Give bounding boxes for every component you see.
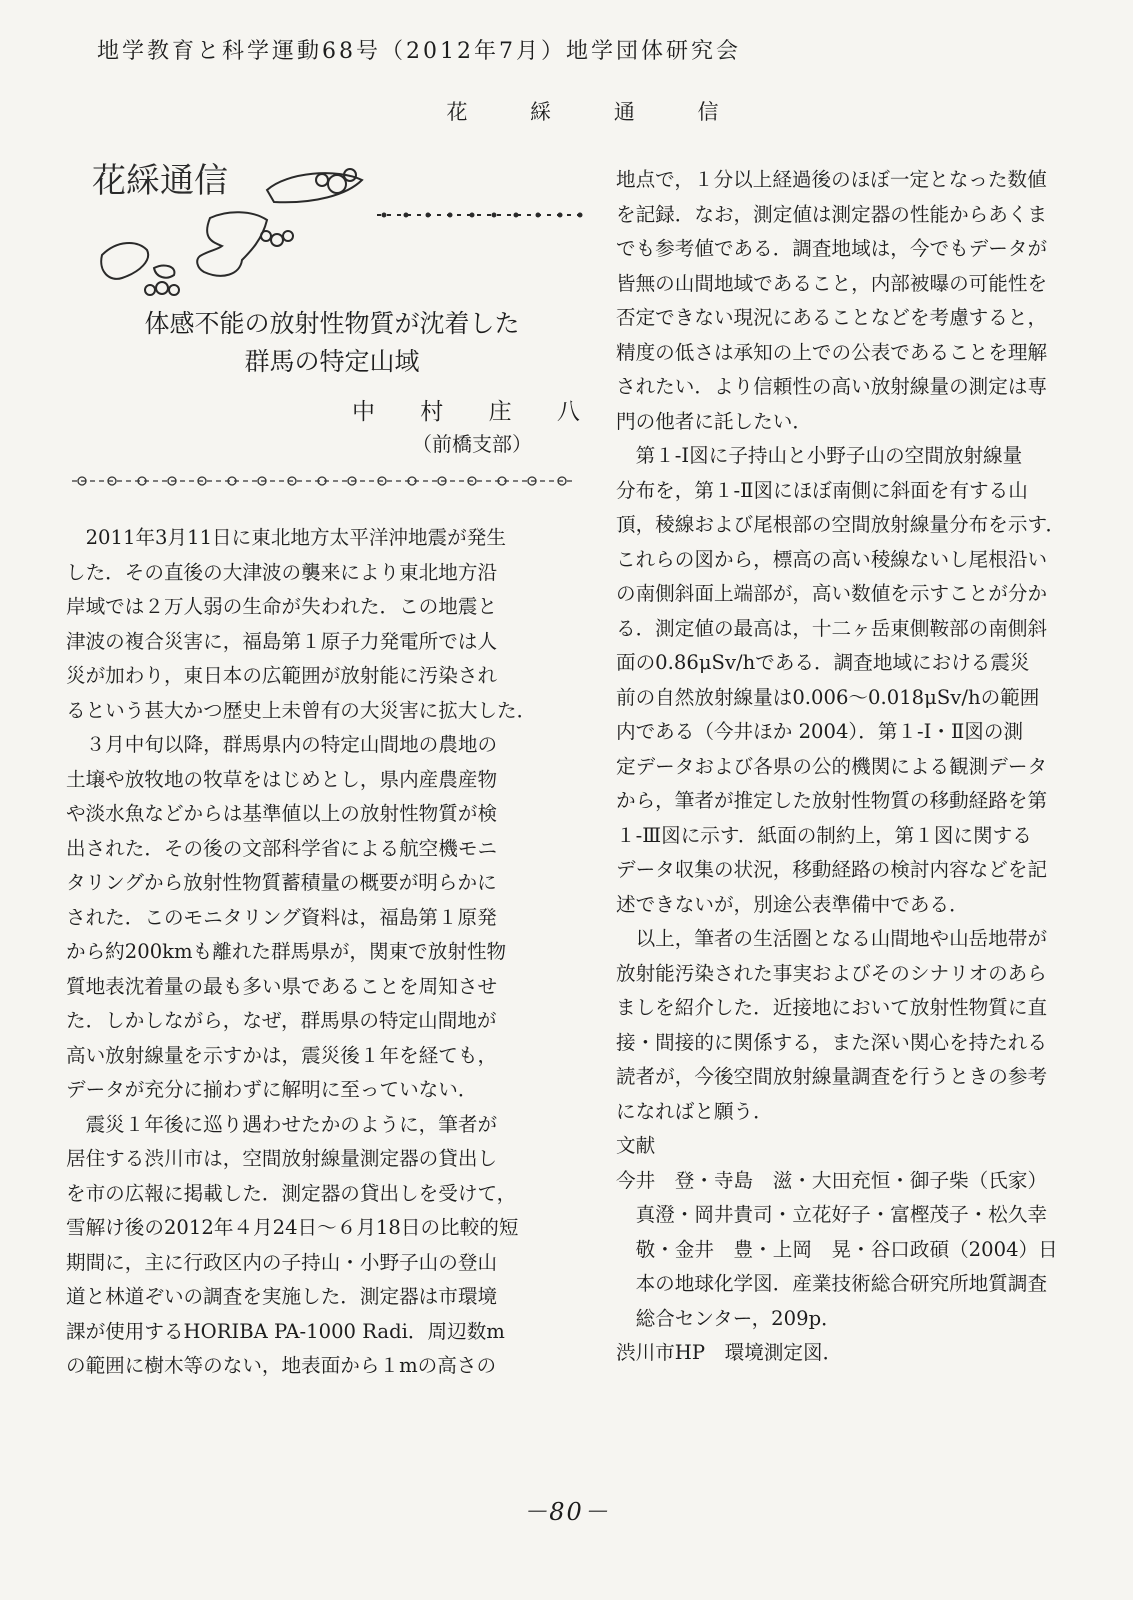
text-line: 課が使用するHORIBA PA-1000 Radi．周辺数m — [66, 1319, 505, 1343]
text-line: 震災１年後に巡り遇わせたかのように，筆者が — [66, 1112, 498, 1136]
text-line: を市の広報に掲載した．測定器の貸出しを受けて， — [66, 1181, 517, 1205]
text-line: の範囲に樹木等のない，地表面から１mの高さの — [66, 1354, 497, 1377]
text-line: タリングから放射性物質蓄積量の概要が明らかに — [66, 871, 497, 894]
text-line: の南側斜面上端部が，高い数値を示すことが分か — [616, 582, 1048, 605]
references-heading: 文献 — [616, 1134, 656, 1157]
text-line: から，筆者が推定した放射性物質の移動経路を第 — [616, 789, 1048, 812]
body-column-left — [66, 521, 578, 1384]
reference-line: 本の地球化学図．産業技術総合研究所地質調査 — [616, 1272, 1048, 1295]
text-line: 読者が，今後空間放射線量調査を行うときの参考 — [616, 1065, 1048, 1088]
text-line: るという甚大かつ歴史上未曾有の大災害に拡大した． — [66, 698, 537, 722]
text-line: 内である（今井ほか 2004）．第１-Ⅰ・Ⅱ図の測 — [616, 720, 1024, 743]
text-line: 居住する渋川市は，空間放射線量測定器の貸出し — [66, 1147, 498, 1170]
reference-line: 今井 登・寺島 滋・大田充恒・御子柴（氏家） — [616, 1168, 1048, 1192]
text-line: る．測定値の最高は，十二ヶ岳東側鞍部の南側斜 — [616, 616, 1048, 640]
text-line: でも参考値である．調査地域は，今でもデータが — [616, 237, 1048, 260]
text-line: した．その直後の大津波の襲来により東北地方沿 — [66, 560, 498, 584]
text-line: を記録．なお，測定値は測定器の性能からあくま — [616, 202, 1048, 226]
body-column-right — [616, 163, 1133, 1371]
reference-line: 敬・金井 豊・上岡 晃・谷口政碩（2004）日 — [616, 1237, 1058, 1261]
article-title — [72, 305, 592, 381]
logo-text: 花綵通信 — [92, 161, 228, 201]
text-line: 門の他者に託したい． — [616, 409, 812, 433]
text-line: 災が加わり，東日本の広範囲が放射能に汚染され — [66, 664, 498, 687]
text-line: 出された．その後の文部科学省による航空機モニ — [66, 836, 498, 860]
text-line: になればと願う． — [616, 1099, 773, 1123]
text-line: 地点で，１分以上経過後のほぼ一定となった数値 — [616, 168, 1047, 191]
text-line: 否定できない現況にあることなどを考慮すると， — [616, 306, 1048, 329]
text-line: 第１-Ⅰ図に子持山と小野子山の空間放射線量 — [616, 444, 1023, 467]
text-line: 頂，稜線および尾根部の空間放射線量分布を示す． — [616, 513, 1066, 536]
text-line: これらの図から，標高の高い稜線ないし尾根沿い — [616, 547, 1048, 571]
text-line: 接・間接的に関係する，また深い関心を持たれる — [616, 1030, 1048, 1054]
text-line: ３月中旬以降，群馬県内の特定山間地の農地の — [66, 733, 498, 756]
journal-header: 地学教育と科学運動68号（2012年7月）地学団体研究会 — [97, 39, 741, 64]
section-title: 花 綵 通 信 — [446, 100, 747, 124]
text-line: た．しかしながら，なぜ，群馬県の特定山間地が — [66, 1009, 497, 1032]
text-line: 放射能汚染された事実およびそのシナリオのあら — [616, 961, 1047, 985]
text-line: 定データおよび各県の公的機関による観測データ — [616, 754, 1048, 778]
text-line: 述できないが，別途公表準備中である． — [616, 892, 969, 916]
text-line: 道と林道ぞいの調査を実施した．測定器は市環境 — [66, 1285, 498, 1308]
author-name: 中 村 庄 八 — [352, 399, 599, 425]
text-line: された．このモニタリング資料は，福島第１原発 — [66, 905, 497, 929]
text-line: 前の自然放射線量は0.006～0.018μSv/hの範囲 — [616, 685, 1040, 709]
text-line: 分布を，第１-Ⅱ図にほぼ南側に斜面を有する山 — [616, 478, 1028, 502]
text-line: ましを紹介した．近接地において放射性物質に直 — [616, 996, 1048, 1019]
text-line: データが充分に揃わずに解明に至っていない． — [66, 1078, 478, 1101]
page-number: －80－ — [523, 1498, 610, 1526]
text-line: 以上，筆者の生活圏となる山間地や山岳地帯が — [616, 927, 1048, 950]
reference-line: 渋川市HP 環境測定図． — [616, 1341, 843, 1364]
reference-line: 真澄・岡井貴司・立花好子・富樫茂子・松久幸 — [616, 1203, 1048, 1226]
title-line-1: 体感不能の放射性物質が沈着した — [144, 309, 520, 338]
text-line: 雪解け後の2012年４月24日～６月18日の比較的短 — [66, 1216, 519, 1239]
kasai-tsushin-logo — [92, 160, 682, 310]
reference-line: 総合センター，209p． — [616, 1306, 841, 1330]
text-line: から約200kmも離れた群馬県が，関東で放射性物 — [66, 940, 507, 963]
text-line: されたい．より信頼性の高い放射線量の測定は専 — [616, 375, 1048, 398]
text-line: データ収集の状況，移動経路の検討内容などを記 — [616, 858, 1048, 881]
text-line: や淡水魚などからは基準値以上の放射性物質が検 — [66, 802, 498, 825]
text-line: 岸域では２万人弱の生命が失われた．この地震と — [66, 595, 498, 618]
text-line: 皆無の山間地域であること，内部被曝の可能性を — [616, 271, 1048, 295]
author-affiliation: （前橋支部） — [412, 432, 532, 456]
text-line: 高い放射線量を示すかは，震災後１年を経ても， — [66, 1043, 498, 1067]
ornament-divider — [72, 474, 572, 488]
text-line: 面の0.86μSv/hである．調査地域における震災 — [616, 651, 1030, 674]
text-line: 津波の複合災害に，福島第１原子力発電所では人 — [66, 629, 498, 653]
text-line: 期間に，主に行政区内の子持山・小野子山の登山 — [66, 1250, 498, 1274]
text-line: 質地表沈着量の最も多い県であることを周知させ — [66, 974, 498, 998]
text-line: 精度の低さは承知の上での公表であることを理解 — [616, 340, 1048, 364]
text-line: 2011年3月11日に東北地方太平洋沖地震が発生 — [66, 526, 506, 549]
text-line: 土壌や放牧地の牧草をはじめとし，県内産農産物 — [66, 767, 498, 791]
title-line-2: 群馬の特定山域 — [244, 347, 420, 376]
text-line: １-Ⅲ図に示す．紙面の制約上，第１図に関する — [616, 823, 1032, 847]
